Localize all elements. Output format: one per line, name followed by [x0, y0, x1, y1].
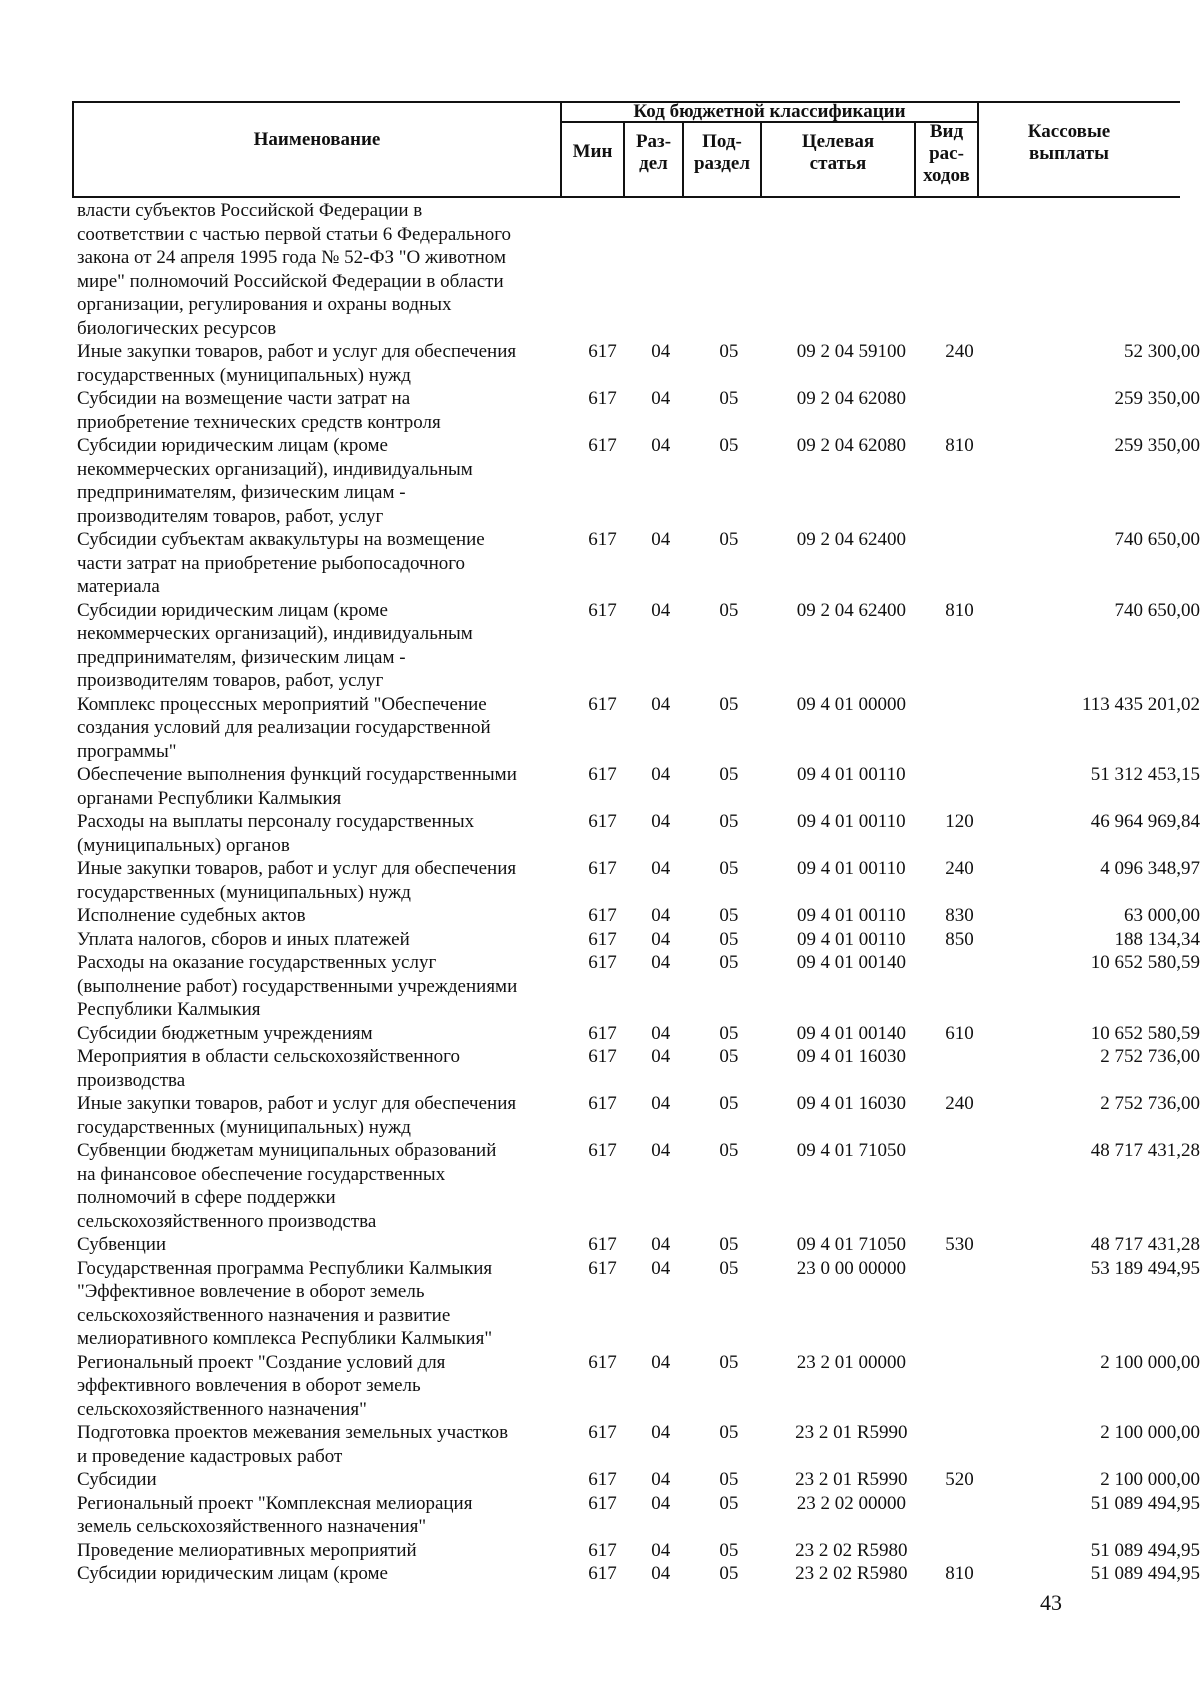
row-podrazdel: 05: [719, 1093, 739, 1114]
row-podrazdel: 05: [719, 1351, 739, 1373]
row-name: [0, 1421, 559, 1468]
row-name-line: соответствии с частью первой статьи 6 Федерального: [77, 223, 512, 245]
row-min: 617: [588, 529, 617, 550]
row-name-line: Иные закупки товаров, работ и услуг для обеспечения: [77, 858, 517, 879]
table-row: [0, 599, 1200, 693]
row-min: 617: [588, 435, 617, 456]
table-row: [0, 340, 1200, 387]
row-min: 617: [588, 952, 617, 973]
row-sum: 51 089 494,95: [1090, 1563, 1200, 1584]
row-podrazdel: 05: [719, 599, 739, 621]
row-min: 617: [588, 1234, 617, 1255]
row-celevaya: 09 4 01 71050: [796, 1234, 906, 1255]
table-row: [0, 928, 1200, 952]
row-sum: 259 350,00: [1114, 435, 1200, 456]
table-row: [0, 1139, 1200, 1233]
header-celevaya: Целевая статья: [801, 131, 875, 174]
row-name-line: Обеспечение выполнения функций государственными: [77, 764, 517, 785]
row-celevaya: 09 2 04 62400: [796, 599, 906, 621]
row-name-line: сельскохозяйственного назначения и развитие: [77, 1304, 451, 1326]
row-razdel: 04: [651, 858, 671, 879]
row-name-line: Субсидии на возмещение части затрат на: [77, 388, 411, 409]
row-name-line: сельскохозяйственного производства: [77, 1210, 377, 1232]
row-name-line: некоммерческих организаций), индивидуальным: [77, 458, 473, 480]
row-razdel: 04: [651, 1351, 671, 1373]
row-celevaya: 23 2 02 R5980: [795, 1563, 908, 1584]
row-sum: 51 089 494,95: [1090, 1492, 1200, 1514]
row-sum: 2 752 736,00: [1100, 1046, 1200, 1067]
row-podrazdel: 05: [719, 1022, 739, 1044]
row-name: [0, 1539, 559, 1563]
table-row: [0, 199, 1200, 340]
table-row: [0, 387, 1200, 434]
row-name-line: Субсидии бюджетным учреждениям: [77, 1022, 373, 1044]
row-name-line: производителям товаров, работ, услуг: [77, 670, 384, 691]
row-razdel: 04: [651, 811, 671, 832]
header-vid: Вид рас- ходов: [923, 121, 970, 186]
table-row: [0, 1421, 1200, 1468]
table-row: [0, 1468, 1200, 1492]
row-razdel: 04: [651, 388, 671, 409]
row-name-line: Субсидии юридическим лицам (кроме: [77, 435, 388, 456]
row-name: [0, 810, 559, 857]
row-name-line: (выполнение работ) государственными учреждениями: [77, 975, 518, 997]
row-min: 617: [588, 1492, 617, 1514]
row-name: [0, 1492, 559, 1539]
row-name: [0, 1022, 559, 1046]
row-razdel: 04: [651, 1093, 671, 1114]
row-podrazdel: 05: [719, 1492, 739, 1514]
row-name: [0, 928, 559, 952]
row-name: [0, 763, 559, 810]
row-podrazdel: 05: [719, 435, 739, 456]
row-name: [0, 951, 559, 1022]
row-vid: 240: [945, 1093, 974, 1114]
row-name-line: Исполнение судебных актов: [77, 905, 306, 926]
row-name: [0, 387, 559, 434]
table-row: [0, 1045, 1200, 1092]
row-sum: 188 134,34: [1114, 928, 1200, 950]
row-vid: 850: [945, 928, 974, 950]
row-razdel: 04: [651, 1022, 671, 1044]
row-name-line: Подготовка проектов межевания земельных участков: [77, 1422, 509, 1443]
row-name-line: органами Республики Калмыкия: [77, 787, 342, 809]
row-min: 617: [588, 858, 617, 879]
row-vid: 240: [945, 341, 974, 362]
row-vid: 520: [945, 1469, 974, 1490]
row-celevaya: 23 2 02 R5980: [795, 1539, 908, 1561]
header-kbk: Код бюджетной классификации: [633, 101, 906, 122]
row-name-line: Субсидии юридическим лицам (кроме: [77, 1563, 388, 1584]
row-name: [0, 1351, 559, 1422]
row-celevaya: 09 4 01 00140: [796, 1022, 906, 1044]
row-min: 617: [588, 1140, 617, 1161]
row-sum: 2 752 736,00: [1100, 1093, 1200, 1114]
row-celevaya: 09 4 01 00110: [797, 928, 906, 950]
header-kassovye: Кассовые выплаты: [1027, 121, 1111, 164]
row-name-line: Комплекс процессных мероприятий "Обеспечение: [77, 693, 487, 715]
row-podrazdel: 05: [719, 858, 739, 879]
row-celevaya: 09 4 01 00000: [796, 693, 906, 715]
row-celevaya: 09 4 01 16030: [796, 1093, 906, 1114]
row-razdel: 04: [651, 1234, 671, 1255]
page-number: 43: [1040, 1590, 1062, 1615]
row-min: 617: [588, 928, 617, 950]
row-celevaya: 09 4 01 00140: [796, 952, 906, 973]
row-name-line: Региональный проект "Создание условий для: [77, 1351, 446, 1373]
row-name-line: производства: [77, 1069, 186, 1091]
row-vid: 120: [945, 811, 974, 832]
row-min: 617: [588, 1469, 617, 1490]
row-name: [0, 434, 559, 528]
row-name-line: полномочий в сфере поддержки: [77, 1187, 336, 1208]
row-name: [0, 340, 559, 387]
row-name-line: эффективного вовлечения в оборот земель: [77, 1375, 421, 1396]
row-celevaya: 09 4 01 00110: [797, 811, 906, 832]
row-podrazdel: 05: [719, 1257, 739, 1279]
row-celevaya: 09 2 04 59100: [796, 341, 906, 362]
row-sum: 2 100 000,00: [1100, 1469, 1200, 1490]
row-min: 617: [588, 1563, 617, 1584]
row-name: [0, 1562, 559, 1586]
row-podrazdel: 05: [719, 693, 739, 715]
row-sum: 51 312 453,15: [1090, 764, 1200, 785]
row-min: 617: [588, 1022, 617, 1044]
row-name: [0, 693, 559, 764]
header-podrazdel: Под- раздел: [693, 131, 751, 174]
header-name: Наименование: [253, 129, 381, 150]
row-name-line: предпринимателям, физическим лицам -: [77, 646, 406, 668]
row-name-line: мелиоративного комплекса Республики Калмыкия": [77, 1328, 493, 1349]
row-podrazdel: 05: [719, 529, 739, 550]
row-razdel: 04: [651, 693, 671, 715]
row-podrazdel: 05: [719, 952, 739, 973]
row-vid: 810: [945, 1563, 974, 1584]
row-name-line: "Эффективное вовлечение в оборот земель: [77, 1281, 425, 1302]
table-row: [0, 904, 1200, 928]
row-name-line: Иные закупки товаров, работ и услуг для обеспечения: [77, 341, 517, 362]
row-name-line: Проведение мелиоративных мероприятий: [77, 1539, 417, 1561]
row-name: [0, 1045, 559, 1092]
row-sum: 740 650,00: [1114, 529, 1200, 550]
row-podrazdel: 05: [719, 1469, 739, 1490]
row-razdel: 04: [651, 1257, 671, 1279]
row-celevaya: 09 4 01 71050: [796, 1140, 906, 1161]
row-min: 617: [588, 1539, 617, 1561]
table-row: [0, 1539, 1200, 1563]
row-name: [0, 1092, 559, 1139]
row-sum: 63 000,00: [1124, 905, 1200, 926]
row-name-line: государственных (муниципальных) нужд: [77, 1116, 411, 1138]
header-razdel: Раз- дел: [635, 131, 672, 174]
row-name-line: сельскохозяйственного назначения": [77, 1398, 367, 1420]
row-min: 617: [588, 599, 617, 621]
row-sum: 46 964 969,84: [1090, 811, 1200, 832]
row-razdel: 04: [651, 1469, 671, 1490]
row-name-line: Субсидии: [77, 1469, 157, 1490]
row-name-line: Расходы на оказание государственных услуг: [77, 952, 437, 973]
row-razdel: 04: [651, 1563, 671, 1584]
row-min: 617: [588, 905, 617, 926]
row-name-line: Региональный проект "Комплексная мелиорация: [77, 1492, 473, 1514]
row-name: [0, 599, 559, 693]
row-name-line: производителям товаров, работ, услуг: [77, 505, 384, 527]
table-header: [72, 101, 1180, 198]
row-celevaya: 23 2 01 R5990: [795, 1422, 908, 1443]
row-name-line: приобретение технических средств контроля: [77, 411, 441, 433]
row-celevaya: 09 4 01 16030: [796, 1046, 906, 1067]
table-row: [0, 528, 1200, 599]
row-name-line: закона от 24 апреля 1995 года № 52-ФЗ "О животном: [77, 247, 506, 268]
row-name: [0, 904, 559, 928]
row-name-line: программы": [77, 740, 177, 762]
row-podrazdel: 05: [719, 1234, 739, 1255]
row-name-line: государственных (муниципальных) нужд: [77, 364, 411, 386]
table-row: [0, 857, 1200, 904]
table-row: [0, 1022, 1200, 1046]
row-name-line: Иные закупки товаров, работ и услуг для обеспечения: [77, 1093, 517, 1114]
row-podrazdel: 05: [719, 811, 739, 832]
row-razdel: 04: [651, 1422, 671, 1443]
row-sum: 4 096 348,97: [1100, 858, 1200, 879]
row-min: 617: [588, 1422, 617, 1443]
table-row: [0, 1492, 1200, 1539]
row-podrazdel: 05: [719, 928, 739, 950]
row-celevaya: 23 0 00 00000: [796, 1257, 906, 1279]
row-sum: 259 350,00: [1114, 388, 1200, 409]
row-sum: 51 089 494,95: [1090, 1539, 1200, 1561]
row-sum: 2 100 000,00: [1100, 1422, 1200, 1443]
row-name-line: Субсидии юридическим лицам (кроме: [77, 599, 388, 621]
row-vid: 830: [945, 905, 974, 926]
row-razdel: 04: [651, 928, 671, 950]
row-celevaya: 09 2 04 62080: [796, 388, 906, 409]
row-celevaya: 23 2 01 00000: [796, 1351, 906, 1373]
row-min: 617: [588, 1351, 617, 1373]
row-celevaya: 09 2 04 62080: [796, 435, 906, 456]
row-podrazdel: 05: [719, 1422, 739, 1443]
row-min: 617: [588, 811, 617, 832]
row-min: 617: [588, 1093, 617, 1114]
row-razdel: 04: [651, 1046, 671, 1067]
row-sum: 2 100 000,00: [1100, 1351, 1200, 1373]
row-name-line: власти субъектов Российской Федерации в: [77, 200, 423, 221]
header-min: Мин: [572, 141, 613, 162]
row-vid: 240: [945, 858, 974, 879]
row-podrazdel: 05: [719, 341, 739, 362]
row-podrazdel: 05: [719, 1563, 739, 1584]
row-name-line: некоммерческих организаций), индивидуальным: [77, 623, 473, 644]
row-sum: 10 652 580,59: [1090, 1022, 1200, 1044]
row-sum: 113 435 201,02: [1081, 693, 1200, 715]
row-sum: 48 717 431,28: [1090, 1140, 1200, 1161]
table-row: [0, 1233, 1200, 1257]
row-razdel: 04: [651, 1140, 671, 1161]
table-row: [0, 1092, 1200, 1139]
row-vid: 530: [945, 1234, 974, 1255]
row-name-line: Мероприятия в области сельскохозяйственного: [77, 1046, 460, 1067]
row-name-line: Уплата налогов, сборов и иных платежей: [77, 928, 410, 950]
row-min: 617: [588, 1257, 617, 1279]
row-name: [0, 1233, 559, 1257]
row-name-line: на финансовое обеспечение государственных: [77, 1163, 446, 1185]
table-row: [0, 693, 1200, 764]
row-vid: 810: [945, 435, 974, 456]
row-name-line: земель сельскохозяйственного назначения": [77, 1516, 427, 1537]
row-celevaya: 09 4 01 00110: [797, 858, 906, 879]
table-row: [0, 810, 1200, 857]
row-razdel: 04: [651, 952, 671, 973]
row-name-line: предпринимателям, физическим лицам -: [77, 482, 406, 503]
row-vid: 610: [945, 1022, 974, 1044]
row-razdel: 04: [651, 529, 671, 550]
row-name: [0, 1139, 559, 1233]
row-podrazdel: 05: [719, 1140, 739, 1161]
row-celevaya: 09 4 01 00110: [797, 764, 906, 785]
row-podrazdel: 05: [719, 1539, 739, 1561]
row-name: [0, 1257, 559, 1351]
row-name-line: организации, регулирования и охраны водных: [77, 294, 452, 315]
row-razdel: 04: [651, 435, 671, 456]
row-name-line: мире" полномочий Российской Федерации в области: [77, 270, 504, 292]
row-name: [0, 199, 559, 340]
row-name: [0, 528, 559, 599]
row-podrazdel: 05: [719, 764, 739, 785]
row-podrazdel: 05: [719, 1046, 739, 1067]
row-name-line: (муниципальных) органов: [77, 834, 290, 856]
row-min: 617: [588, 693, 617, 715]
row-name-line: и проведение кадастровых работ: [77, 1445, 343, 1467]
row-name-line: части затрат на приобретение рыбопосадочного: [77, 552, 466, 574]
row-razdel: 04: [651, 341, 671, 362]
row-celevaya: 23 2 01 R5990: [795, 1469, 908, 1490]
row-min: 617: [588, 388, 617, 409]
row-razdel: 04: [651, 1539, 671, 1561]
row-name-line: Субсидии субъектам аквакультуры на возмещение: [77, 529, 485, 550]
row-name: [0, 1468, 559, 1492]
row-name-line: государственных (муниципальных) нужд: [77, 881, 411, 903]
row-sum: 52 300,00: [1124, 341, 1200, 362]
table-row: [0, 951, 1200, 1022]
row-name-line: материала: [77, 576, 160, 597]
row-name-line: Государственная программа Республики Калмыкия: [77, 1257, 493, 1279]
table-row: [0, 1351, 1200, 1422]
row-podrazdel: 05: [719, 905, 739, 926]
row-name-line: Субвенции: [77, 1234, 167, 1255]
row-celevaya: 09 4 01 00110: [797, 905, 906, 926]
row-name-line: Субвенции бюджетам муниципальных образований: [77, 1140, 497, 1161]
table-body: [0, 199, 1200, 1586]
row-min: 617: [588, 764, 617, 785]
row-sum: 10 652 580,59: [1090, 952, 1200, 973]
row-celevaya: 09 2 04 62400: [796, 529, 906, 550]
row-razdel: 04: [651, 599, 671, 621]
table-row: [0, 434, 1200, 528]
row-razdel: 04: [651, 905, 671, 926]
row-name-line: создания условий для реализации государственной: [77, 717, 491, 738]
row-min: 617: [588, 1046, 617, 1067]
row-sum: 48 717 431,28: [1090, 1234, 1200, 1255]
row-min: 617: [588, 341, 617, 362]
table-row: [0, 763, 1200, 810]
table-row: [0, 1257, 1200, 1351]
row-name: [0, 857, 559, 904]
row-vid: 810: [945, 599, 974, 621]
row-name-line: биологических ресурсов: [77, 317, 277, 339]
table-row: [0, 1562, 1200, 1586]
row-name-line: Республики Калмыкия: [77, 999, 261, 1020]
row-sum: 740 650,00: [1114, 599, 1200, 621]
row-razdel: 04: [651, 1492, 671, 1514]
row-name-line: Расходы на выплаты персоналу государственных: [77, 811, 475, 832]
row-sum: 53 189 494,95: [1090, 1257, 1200, 1279]
row-podrazdel: 05: [719, 388, 739, 409]
row-celevaya: 23 2 02 00000: [796, 1492, 906, 1514]
row-razdel: 04: [651, 764, 671, 785]
